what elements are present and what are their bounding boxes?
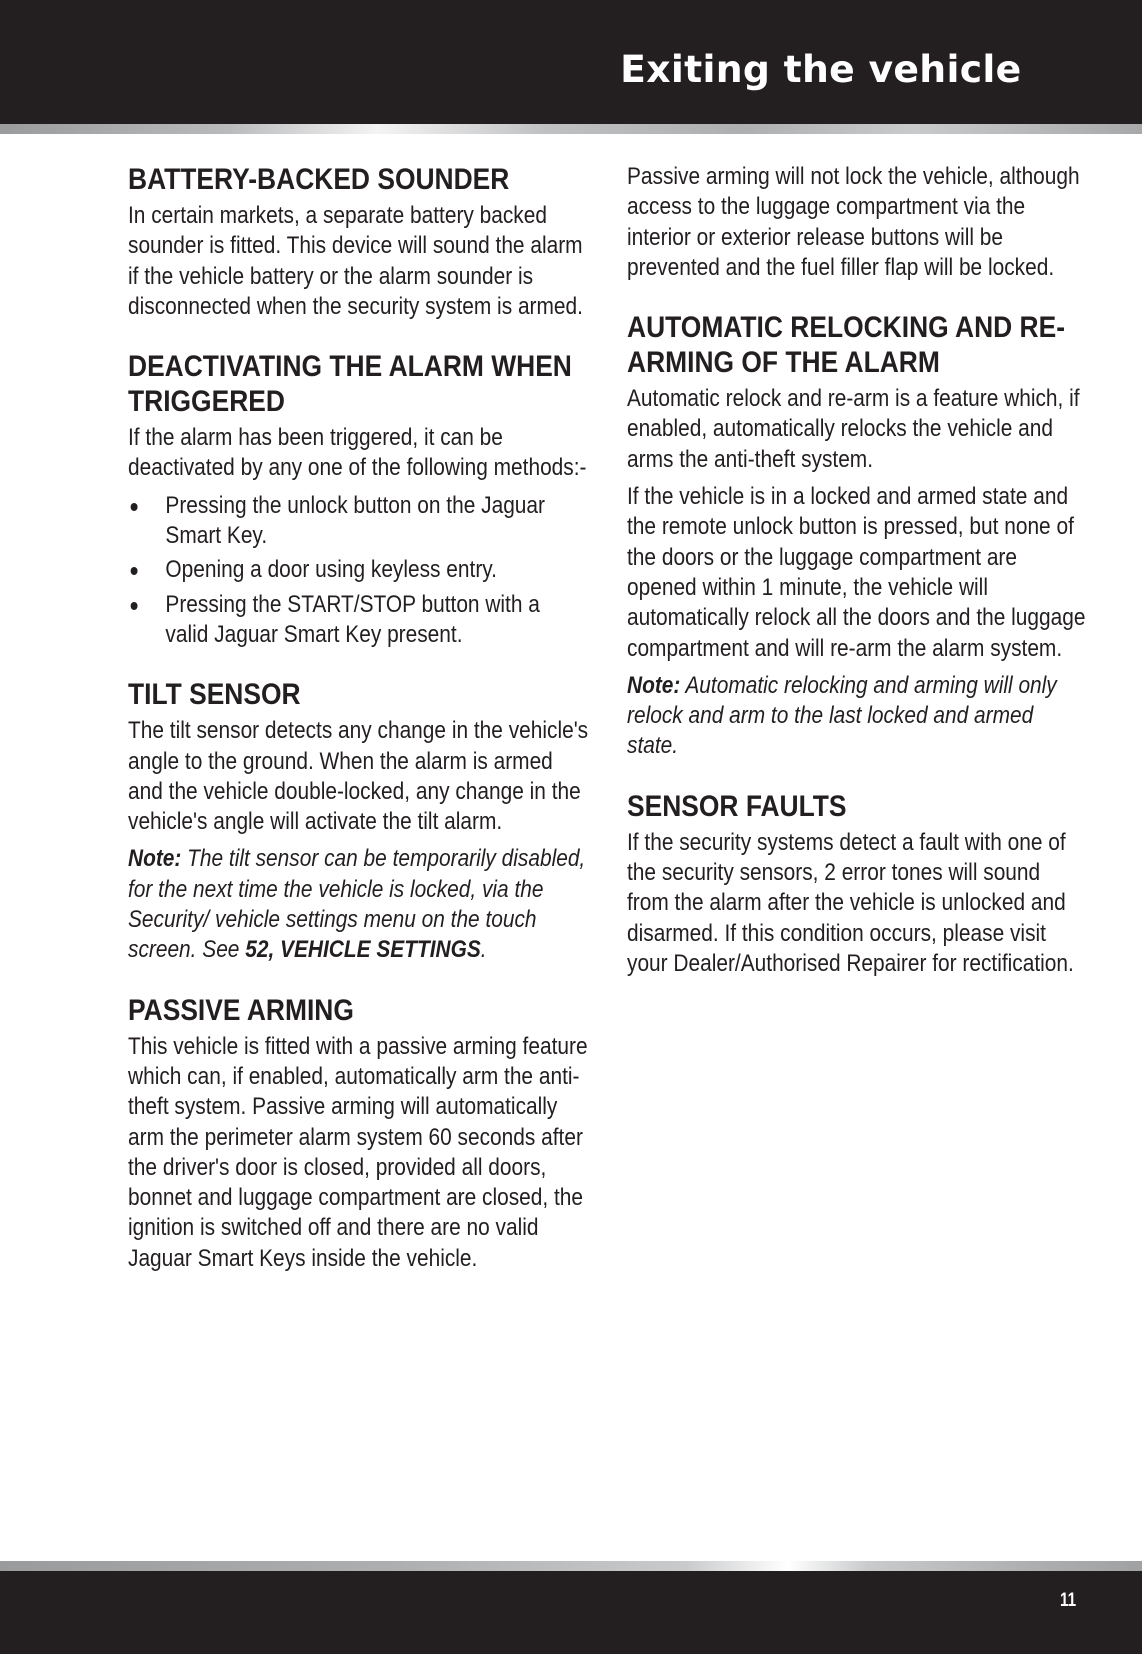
paragraph: Automatic relock and re-arm is a feature which, if enabled, automatically relocks the vehicle and arms the anti-theft system. <box>627 385 1080 473</box>
page-number: 11 <box>1059 1590 1076 1611</box>
bullet-icon <box>131 503 138 511</box>
section-heading: TILT SENSOR <box>128 678 301 712</box>
note-label: Note: <box>128 845 182 873</box>
section-heading: PASSIVE ARMING <box>128 993 354 1027</box>
header-metal-divider <box>0 124 1142 134</box>
bullet-text: Opening a door using keyless entry. <box>165 556 497 584</box>
bullet-icon <box>131 602 138 610</box>
cross-reference-link[interactable]: 52, VEHICLE SETTINGS <box>245 936 481 964</box>
note-label: Note: <box>627 671 681 699</box>
paragraph: This vehicle is fitted with a passive arming feature which can, if enabled, automatically arm the anti-theft system. Passive arming will automatically arm the perimeter alarm system 60 seconds after the driver's door is closed, provided all doors, bonnet and luggage compartment are closed, the ignition is switched off and there are no valid Jaguar Smart Keys inside the vehicle. <box>128 1032 588 1272</box>
paragraph: If the alarm has been triggered, it can be deactivated by any one of the following methods:- <box>128 424 587 482</box>
paragraph: The tilt sensor detects any change in the vehicle's angle to the ground. When the alarm is armed and the vehicle double-locked, any change in the vehicle's angle will activate the tilt alarm. <box>128 717 589 836</box>
page-footer-band <box>0 1571 1142 1654</box>
bullet-text: Pressing the unlock button on the Jaguar Smart Key. <box>165 491 545 550</box>
bullet-item <box>128 491 588 552</box>
note <box>627 671 1087 762</box>
footer-metal-divider <box>0 1561 1142 1571</box>
left-column <box>128 162 588 1301</box>
paragraph: If the vehicle is in a locked and armed state and the remote unlock button is pressed, but none of the doors or the luggage compartment are opened within 1 minute, the vehicle will automatically relock all the doors and the luggage compartment and will re-arm the alarm system. <box>627 483 1086 662</box>
section-automatic-relocking <box>627 310 1087 762</box>
paragraph: Passive arming will not lock the vehicle, although access to the luggage compartment via the interior or exterior release buttons will be prevented and the fuel filler flap will be locked. <box>627 163 1080 281</box>
bullet-item <box>128 555 588 585</box>
bullet-text: Pressing the START/STOP button with a valid Jaguar Smart Key present. <box>165 590 540 648</box>
section-heading: SENSOR FAULTS <box>627 789 847 823</box>
section-tilt-sensor <box>128 677 588 965</box>
note <box>128 844 588 965</box>
note-text: Automatic relocking and arming will only relock and arm to the last locked and armed state. <box>627 671 1057 760</box>
section-passive-arming-continued <box>627 162 1087 283</box>
bullet-list <box>128 491 588 650</box>
bullet-item <box>128 590 588 651</box>
bullet-icon <box>131 567 138 575</box>
paragraph: In certain markets, a separate battery backed sounder is fitted. This device will sound the alarm if the vehicle battery or the alarm sounder is disconnected when the security system is armed. <box>128 202 583 320</box>
section-heading: DEACTIVATING THE ALARM WHEN TRIGGERED <box>128 350 572 419</box>
paragraph: If the security systems detect a fault with one of the security sensors, 2 error tones will sound from the alarm after the vehicle is unlocked and disarmed. If this condition occurs, please visit your Dealer/Authorised Repairer for rectification. <box>627 828 1074 977</box>
note-end: . <box>480 936 487 964</box>
right-column <box>627 162 1087 1006</box>
section-deactivating-alarm <box>128 349 588 650</box>
section-sensor-faults <box>627 789 1087 979</box>
section-battery-backed-sounder <box>128 162 588 322</box>
section-heading: BATTERY-BACKED SOUNDER <box>128 163 510 196</box>
page-title: Exiting the vehicle <box>620 48 1022 91</box>
note-text: The tilt sensor can be temporarily disabled, for the next time the vehicle is locked, via the Security/ vehicle settings menu on the touch screen. See <box>128 845 586 964</box>
section-passive-arming <box>128 993 588 1274</box>
section-heading: AUTOMATIC RELOCKING AND RE-ARMING OF THE ALARM <box>627 311 1066 380</box>
